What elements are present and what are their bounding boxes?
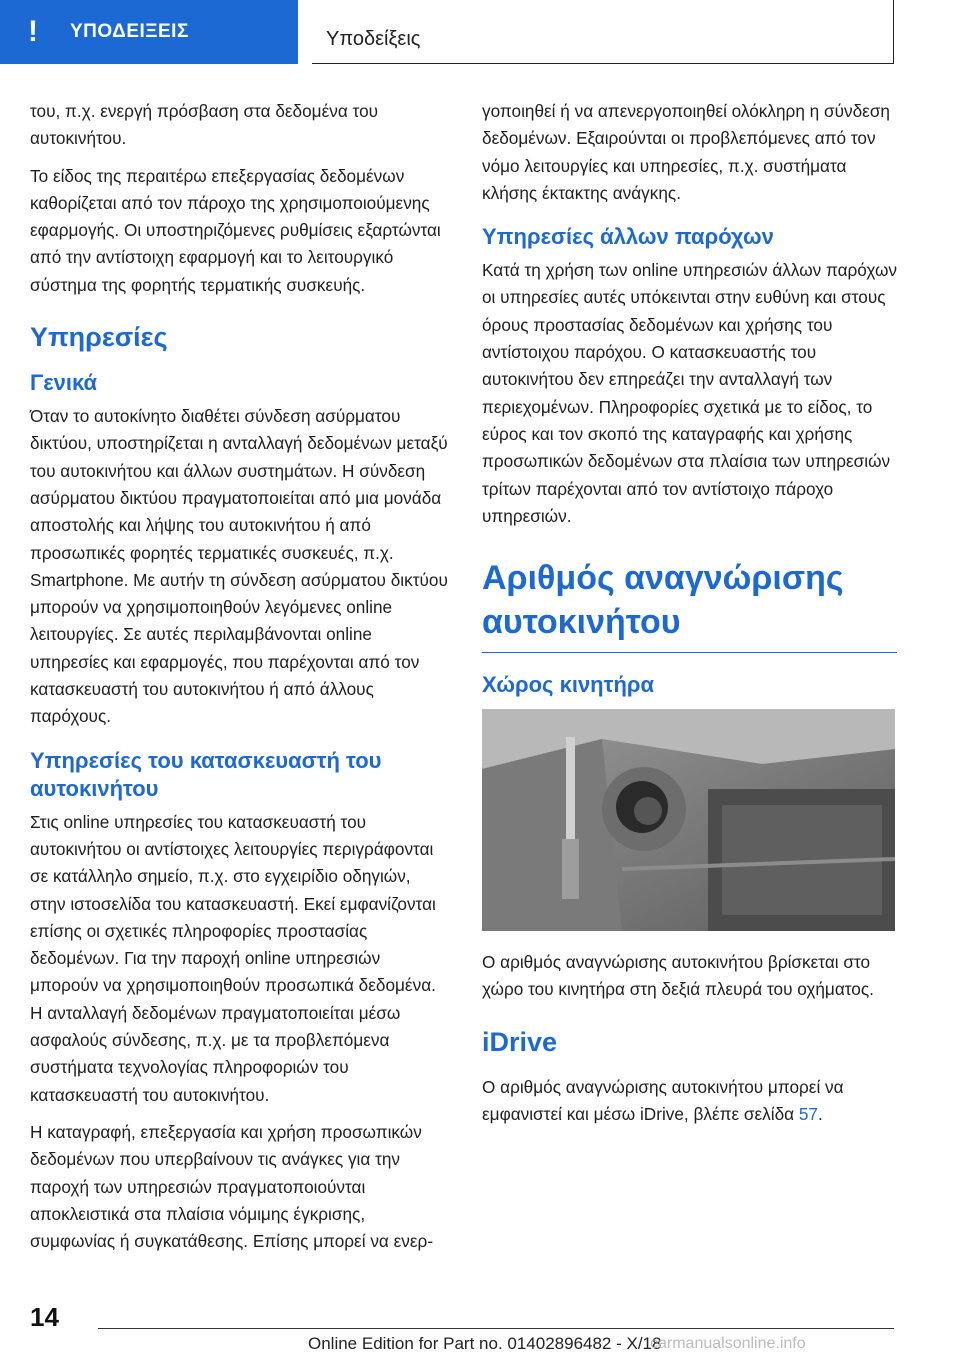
heading-vin: Αριθμός αναγνώρισης αυτοκινήτου bbox=[482, 559, 844, 642]
idrive-text-end: . bbox=[818, 1104, 823, 1125]
paragraph-idrive bbox=[482, 1074, 897, 1129]
heading-general: Γενικά bbox=[30, 370, 98, 396]
heading-other-providers: Υπηρεσίες άλλων παρόχων bbox=[482, 224, 774, 250]
page-reference-link[interactable]: 57 bbox=[798, 1104, 818, 1125]
paragraph: Το είδος της περαιτέρω επεξεργασίας δεδομένων καθορίζεται από τον πάροχο της χρησιμοποιούμενης εφαρμογής. Οι υποστηριζόμενες ρυθμίσεις εξαρτώνται από την αντίστοιχη εφαρμογή και το λειτουργικό σύστημα της φορητής τερματικής συσκευής. bbox=[30, 165, 441, 295]
paragraph: Στις online υπηρεσίες του κατασκευαστή του αυτοκινήτου οι αντίστοιχες λειτουργίες περιγράφονται σε κατάλληλο σημείο, π.χ. στο εγχειρίδιο οδηγιών, στην ιστοσελίδα του κατασκευαστή. Εκεί εμφανίζονται επίσης οι σχετικές πληροφορίες προστασίας δεδομένων. Για την παροχή online υπηρεσιών μπορούν να χρησιμοποιηθούν προσωπικά δεδομένα. Η ανταλλαγή δεδομένων πραγματοποιείται μέσω ασφαλούς σύνδεσης, π.χ. με τα προβλεπόμενα συστήματα τεχνολογίας πληροφοριών του κατασκευαστή του αυτοκινήτου. bbox=[30, 811, 436, 1105]
exclamation-icon: ! bbox=[28, 15, 38, 48]
footer-divider bbox=[98, 1328, 894, 1329]
section-label: ΥΠΟΔΕΙΞΕΙΣ bbox=[70, 21, 189, 42]
paragraph: Ο αριθμός αναγνώρισης αυτοκινήτου βρίσκεται στο χώρο του κινητήρα στη δεξιά πλευρά του οχήματος. bbox=[482, 952, 874, 1000]
left-column bbox=[30, 98, 448, 1265]
header-box bbox=[312, 0, 894, 64]
section-tab bbox=[0, 0, 298, 64]
right-column bbox=[482, 98, 897, 1138]
engine-compartment-photo bbox=[482, 709, 895, 931]
heading-idrive: iDrive bbox=[482, 1026, 558, 1057]
watermark: carmanualsonline.info bbox=[650, 1335, 806, 1352]
paragraph: Η καταγραφή, επεξεργασία και χρήση προσωπικών δεδομένων που υπερβαίνουν τις ανάγκες για την παροχή των υπηρεσιών πραγματοποιούνται αποκλειστικά στα πλαίσια νόμιμης έγκρισης, συμφωνίας ή συγκατάθεσης. Επίσης μπορεί να ενερ- bbox=[30, 1121, 434, 1252]
paragraph: Όταν το αυτοκίνητο διαθέτει σύνδεση ασύρματου δικτύου, υποστηρίζεται η ανταλλαγή δεδομένων μεταξύ του αυτοκινήτου και άλλων συστημάτων. Η σύνδεση ασύρματου δικτύου πραγματοποιείται από μια μονάδα αποστολής και λήψης του αυτοκινήτου ή από προσωπικές φορητές τερματικές συσκευές, π.χ. Smartphone. Με αυτήν τη σύνδεση ασύρματου δικτύου μπορούν να χρησιμοποιηθούν λεγόμενες online λειτουργίες. Σε αυτές περιλαμβάνονται online υπηρεσίες και εφαρμογές, που παρέχονται από τον κατασκευαστή του αυτοκινήτου ή από άλλους παρόχους. bbox=[30, 406, 448, 727]
edition-info: Online Edition for Part no. 01402896482 - X/18 bbox=[308, 1334, 662, 1353]
heading-services: Υπηρεσίες bbox=[30, 322, 168, 353]
heading-manufacturer-services: Υπηρεσίες του κατασκευαστή του αυτοκινήτου bbox=[30, 747, 382, 801]
heading-engine-compartment: Χώρος κινητήρα bbox=[482, 672, 655, 698]
page-title: Υποδείξεις bbox=[326, 28, 421, 50]
paragraph: γοποιηθεί ή να απενεργοποιηθεί ολόκληρη η σύνδεση δεδομένων. Εξαιρούνται οι προβλεπόμενες από τον νόμο λειτουργίες και υπηρεσίες, π.χ. συστήματα κλήσης έκτακτης ανάγκης. bbox=[482, 101, 890, 203]
paragraph: του, π.χ. ενεργή πρόσβαση στα δεδομένα του αυτοκινήτου. bbox=[30, 101, 379, 149]
page-number: 14 bbox=[30, 1302, 59, 1332]
heading-divider bbox=[482, 652, 897, 653]
paragraph: Κατά τη χρήση των online υπηρεσιών άλλων παρόχων οι υπηρεσίες αυτές υπόκεινται στην ευθύνη και στους όρους προστασίας δεδομένων και χρήσης του αντίστοιχου παρόχου. Ο κατασκευαστής του αυτοκινήτου δεν επηρεάζει την ανταλλαγή των περιεχομένων. Πληροφορίες σχετικά με το είδος, το εύρος και τον σκοπό της καταγραφής και χρήσης προσωπικών δεδομένων στα πλαίσια των υπηρεσιών τρίτων παρέχονται από τον αντίστοιχο πάροχο υπηρεσιών. bbox=[482, 260, 897, 526]
idrive-text: Ο αριθμός αναγνώρισης αυτοκινήτου μπορεί να εμφανιστεί και μέσω iDrive, βλέπε σελίδα bbox=[482, 1076, 844, 1125]
